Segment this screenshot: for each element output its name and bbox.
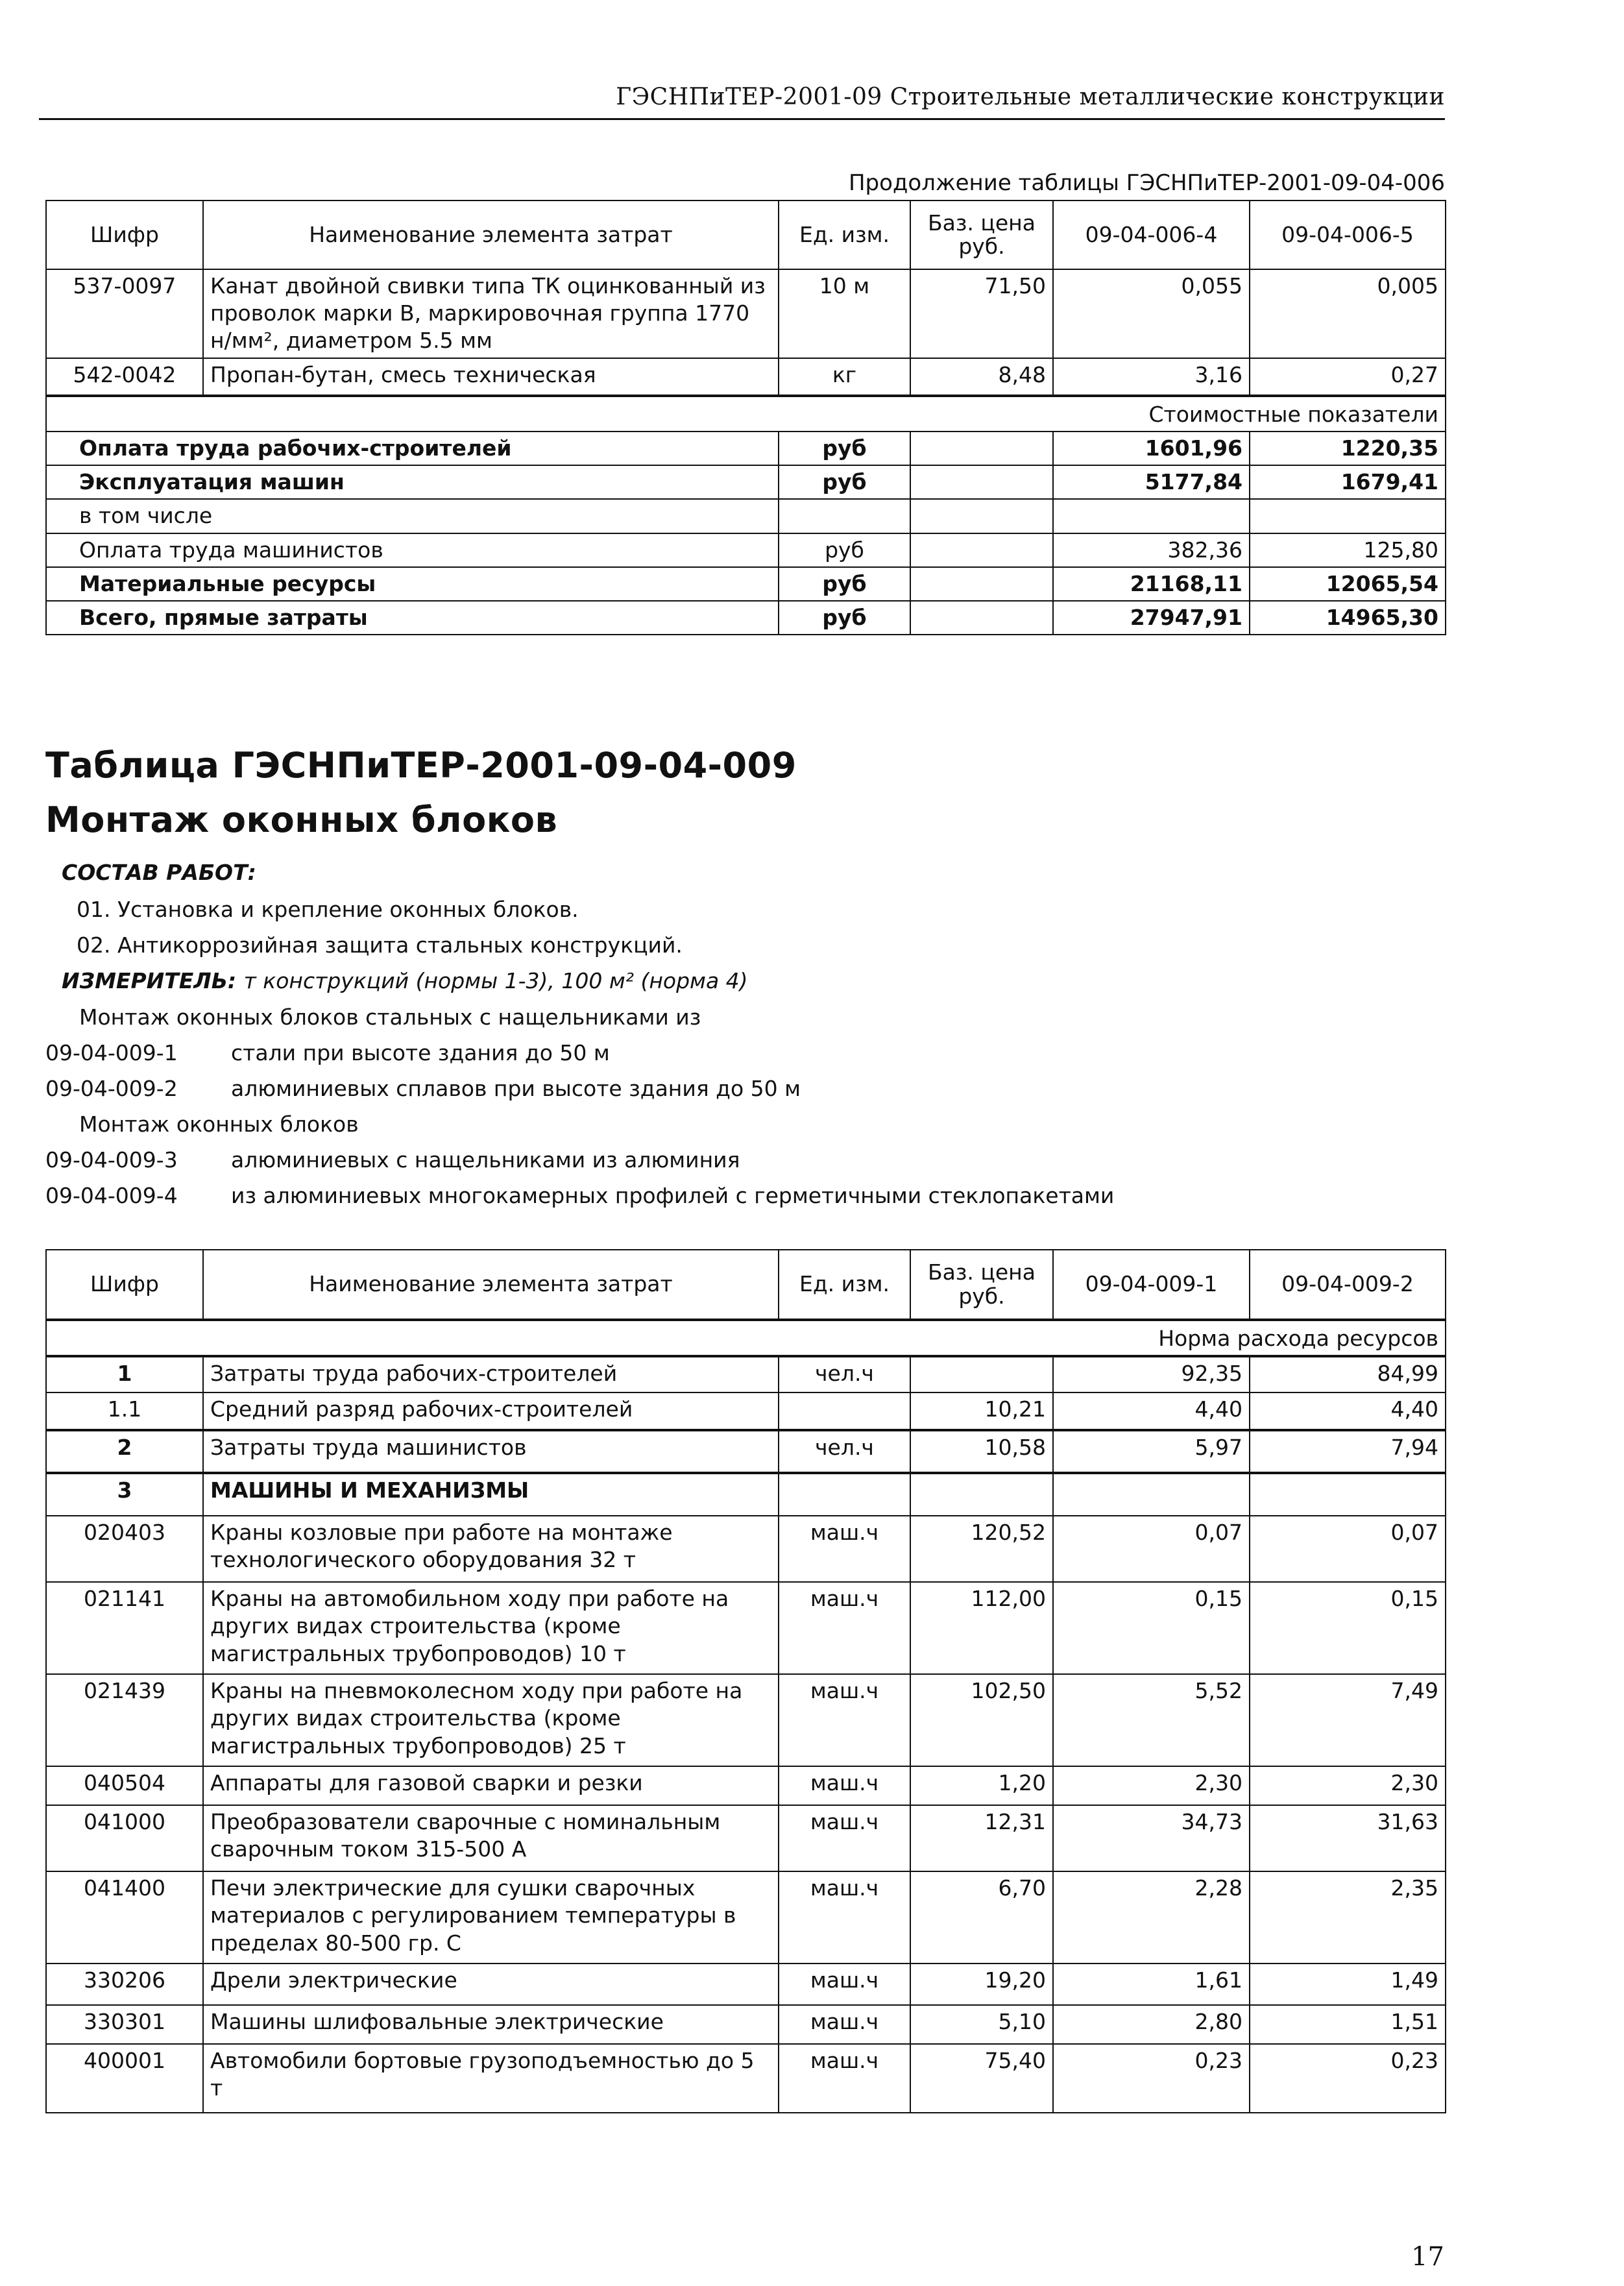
- table-row: [46, 2005, 1446, 2044]
- norm-text: стали при высоте здания до 50 м: [231, 1040, 610, 1065]
- row-value-1: 2,28: [1053, 1871, 1250, 1964]
- row-name: МАШИНЫ И МЕХАНИЗМЫ: [203, 1473, 779, 1516]
- table-row: [46, 2044, 1446, 2113]
- cost-unit: руб: [779, 465, 910, 499]
- row-value-1: 0,15: [1053, 1582, 1250, 1674]
- row-price: 10,58: [910, 1430, 1053, 1473]
- header-unit: Ед. изм.: [779, 1250, 910, 1320]
- row-code: 021439: [46, 1674, 203, 1766]
- norm-code: 09-04-009-1: [45, 1040, 178, 1065]
- norm-code: 09-04-009-3: [45, 1147, 178, 1173]
- cost-value-2: 12065,54: [1250, 567, 1446, 601]
- row-value-1: 34,73: [1053, 1805, 1250, 1871]
- cost-label-row: [46, 396, 1446, 432]
- row-value-1: 0,055: [1053, 269, 1250, 358]
- row-code: 020403: [46, 1516, 203, 1582]
- header-col2: 09-04-006-5: [1250, 201, 1446, 269]
- row-name: Затраты труда машинистов: [203, 1430, 779, 1473]
- row-name: Краны на пневмоколесном ходу при работе на других видах строительства (кроме магистральных трубопроводов) 25 т: [203, 1674, 779, 1766]
- cost-value-2: [1250, 499, 1446, 533]
- row-value-1: 4,40: [1053, 1392, 1250, 1430]
- row-code: 330206: [46, 1964, 203, 2005]
- group-heading: Монтаж оконных блоков: [79, 1112, 359, 1137]
- cost-value-1: 1601,96: [1053, 432, 1250, 465]
- cost-name: Эксплуатация машин: [46, 465, 779, 499]
- row-code: 3: [46, 1473, 203, 1516]
- row-value-2: 7,49: [1250, 1674, 1446, 1766]
- cost-unit: руб: [779, 533, 910, 567]
- empty-cell: [910, 465, 1053, 499]
- row-code: 2: [46, 1430, 203, 1473]
- cost-value-2: 1220,35: [1250, 432, 1446, 465]
- row-code: 041400: [46, 1871, 203, 1964]
- page-number: 17: [1411, 2242, 1444, 2272]
- row-unit: маш.ч: [779, 1766, 910, 1805]
- row-value-2: 84,99: [1250, 1356, 1446, 1392]
- table-row: [46, 1964, 1446, 2005]
- cost-row: [46, 465, 1446, 499]
- row-unit: маш.ч: [779, 2044, 910, 2113]
- norm-label-row: [46, 1320, 1446, 1356]
- cost-value-1: 21168,11: [1053, 567, 1250, 601]
- norms-table: [45, 1249, 1446, 2113]
- row-value-1: 0,07: [1053, 1516, 1250, 1582]
- row-unit: маш.ч: [779, 1964, 910, 2005]
- row-unit: маш.ч: [779, 2005, 910, 2044]
- work-item: 02. Антикоррозийная защита стальных конструкций.: [77, 932, 683, 958]
- norm-text: алюминиевых с нащельниками из алюминия: [231, 1147, 740, 1173]
- row-price: [910, 1356, 1053, 1392]
- row-value-2: 0,07: [1250, 1516, 1446, 1582]
- row-unit: [779, 1473, 910, 1516]
- norm-code: 09-04-009-4: [45, 1183, 178, 1208]
- continuation-caption: Продолжение таблицы ГЭСНПиТЕР-2001-09-04-006: [848, 170, 1445, 196]
- row-price: 8,48: [910, 358, 1053, 396]
- row-unit: маш.ч: [779, 1516, 910, 1582]
- row-value-1: 92,35: [1053, 1356, 1250, 1392]
- table-row: [46, 269, 1446, 358]
- row-price: 5,10: [910, 2005, 1053, 2044]
- table-row: [46, 1674, 1446, 1766]
- section-subtitle: Монтаж оконных блоков: [45, 799, 558, 840]
- row-value-1: [1053, 1473, 1250, 1516]
- cost-name: Оплата труда рабочих-строителей: [46, 432, 779, 465]
- row-price: 120,52: [910, 1516, 1053, 1582]
- cost-label: Стоимостные показатели: [46, 396, 1446, 432]
- cost-name: Всего, прямые затраты: [46, 601, 779, 635]
- header-name: Наименование элемента затрат: [203, 1250, 779, 1320]
- cost-value-2: 14965,30: [1250, 601, 1446, 635]
- row-value-2: 7,94: [1250, 1430, 1446, 1473]
- row-unit: маш.ч: [779, 1805, 910, 1871]
- row-unit: чел.ч: [779, 1356, 910, 1392]
- row-name: Канат двойной свивки типа ТК оцинкованный из проволок марки В, маркировочная группа 1770 н/мм², диаметром 5.5 мм: [203, 269, 779, 358]
- header-col1: 09-04-006-4: [1053, 201, 1250, 269]
- header-price: Баз. цена руб.: [910, 201, 1053, 269]
- row-unit: кг: [779, 358, 910, 396]
- row-name: Аппараты для газовой сварки и резки: [203, 1766, 779, 1805]
- header-col1: 09-04-009-1: [1053, 1250, 1250, 1320]
- row-value-1: 2,80: [1053, 2005, 1250, 2044]
- cost-value-1: [1053, 499, 1250, 533]
- continuation-table: [45, 200, 1446, 635]
- header-code: Шифр: [46, 1250, 203, 1320]
- cost-row: [46, 567, 1446, 601]
- group-heading: Монтаж оконных блоков стальных с нащельниками из: [79, 1004, 701, 1030]
- row-value-1: 0,23: [1053, 2044, 1250, 2113]
- work-item: 01. Установка и крепление оконных блоков.: [77, 897, 579, 922]
- cost-value-1: 5177,84: [1053, 465, 1250, 499]
- header-price: Баз. цена руб.: [910, 1250, 1053, 1320]
- row-code: 330301: [46, 2005, 203, 2044]
- cost-name: в том числе: [46, 499, 779, 533]
- header-name: Наименование элемента затрат: [203, 201, 779, 269]
- row-name: Пропан-бутан, смесь техническая: [203, 358, 779, 396]
- section-title: Таблица ГЭСНПиТЕР-2001-09-04-009: [45, 745, 797, 786]
- empty-cell: [910, 533, 1053, 567]
- cost-unit: [779, 499, 910, 533]
- row-price: 12,31: [910, 1805, 1053, 1871]
- empty-cell: [910, 601, 1053, 635]
- row-code: 041000: [46, 1805, 203, 1871]
- row-value-1: 5,52: [1053, 1674, 1250, 1766]
- row-value-2: 0,005: [1250, 269, 1446, 358]
- row-code: 040504: [46, 1766, 203, 1805]
- meter-line: [62, 968, 748, 993]
- cost-value-1: 27947,91: [1053, 601, 1250, 635]
- row-code: 537-0097: [46, 269, 203, 358]
- row-unit: маш.ч: [779, 1674, 910, 1766]
- row-name: Автомобили бортовые грузоподъемностью до 5 т: [203, 2044, 779, 2113]
- norm-text: алюминиевых сплавов при высоте здания до 50 м: [231, 1076, 801, 1101]
- row-value-2: 1,49: [1250, 1964, 1446, 2005]
- row-price: 75,40: [910, 2044, 1053, 2113]
- row-price: 6,70: [910, 1871, 1053, 1964]
- row-value-2: 31,63: [1250, 1805, 1446, 1871]
- row-name: Преобразователи сварочные с номинальным сварочным током 315-500 А: [203, 1805, 779, 1871]
- row-name: Затраты труда рабочих-строителей: [203, 1356, 779, 1392]
- cost-row: [46, 432, 1446, 465]
- table-row: [46, 1516, 1446, 1582]
- cost-value-1: 382,36: [1053, 533, 1250, 567]
- empty-cell: [910, 567, 1053, 601]
- row-value-2: 4,40: [1250, 1392, 1446, 1430]
- row-value-2: 1,51: [1250, 2005, 1446, 2044]
- row-price: 71,50: [910, 269, 1053, 358]
- row-value-1: 3,16: [1053, 358, 1250, 396]
- table-row: [46, 1805, 1446, 1871]
- running-head: [39, 73, 1445, 120]
- cost-name: Оплата труда машинистов: [46, 533, 779, 567]
- row-value-1: 2,30: [1053, 1766, 1250, 1805]
- row-unit: [779, 1392, 910, 1430]
- row-value-1: 1,61: [1053, 1964, 1250, 2005]
- row-code: 400001: [46, 2044, 203, 2113]
- row-unit: маш.ч: [779, 1582, 910, 1674]
- row-value-2: 0,15: [1250, 1582, 1446, 1674]
- cost-row: [46, 533, 1446, 567]
- cost-value-2: 1679,41: [1250, 465, 1446, 499]
- row-price: 19,20: [910, 1964, 1053, 2005]
- cost-unit: руб: [779, 567, 910, 601]
- row-value-2: 2,30: [1250, 1766, 1446, 1805]
- row-name: Краны на автомобильном ходу при работе на других видах строительства (кроме магистральных трубопроводов) 10 т: [203, 1582, 779, 1674]
- row-unit: маш.ч: [779, 1871, 910, 1964]
- norms-header-row: [46, 1250, 1446, 1320]
- row-code: 021141: [46, 1582, 203, 1674]
- cost-unit: руб: [779, 432, 910, 465]
- row-value-2: [1250, 1473, 1446, 1516]
- row-unit: чел.ч: [779, 1430, 910, 1473]
- norm-code: 09-04-009-2: [45, 1076, 178, 1101]
- header-col2: 09-04-009-2: [1250, 1250, 1446, 1320]
- continuation-header-row: [46, 201, 1446, 269]
- cost-row: [46, 499, 1446, 533]
- row-value-2: 0,27: [1250, 358, 1446, 396]
- table-row: [46, 1871, 1446, 1964]
- norms-body: [46, 1356, 1446, 2113]
- table-row: [46, 1766, 1446, 1805]
- running-head-text: ГЭСНПиТЕР-2001-09 Строительные металлические конструкции: [616, 84, 1445, 110]
- cost-name: Материальные ресурсы: [46, 567, 779, 601]
- row-code: 1.1: [46, 1392, 203, 1430]
- row-name: Краны козловые при работе на монтаже технологического оборудования 32 т: [203, 1516, 779, 1582]
- row-code: 1: [46, 1356, 203, 1392]
- norm-text: из алюминиевых многокамерных профилей с герметичными стеклопакетами: [231, 1183, 1115, 1208]
- meter-label: ИЗМЕРИТЕЛЬ:: [62, 968, 237, 993]
- works-label: СОСТАВ РАБОТ:: [62, 860, 256, 885]
- row-value-2: 0,23: [1250, 2044, 1446, 2113]
- header-code: Шифр: [46, 201, 203, 269]
- row-code: 542-0042: [46, 358, 203, 396]
- table-row: [46, 1582, 1446, 1674]
- table-row: [46, 1473, 1446, 1516]
- row-unit: 10 м: [779, 269, 910, 358]
- table-row: [46, 1392, 1446, 1430]
- row-price: 102,50: [910, 1674, 1053, 1766]
- table-row: [46, 358, 1446, 396]
- row-price: [910, 1473, 1053, 1516]
- table-row: [46, 1430, 1446, 1473]
- row-name: Печи электрические для сушки сварочных материалов с регулированием температуры в пределах 80-500 гр. С: [203, 1871, 779, 1964]
- cost-row: [46, 601, 1446, 635]
- row-price: 1,20: [910, 1766, 1053, 1805]
- row-name: Машины шлифовальные электрические: [203, 2005, 779, 2044]
- empty-cell: [910, 432, 1053, 465]
- row-name: Средний разряд рабочих-строителей: [203, 1392, 779, 1430]
- header-unit: Ед. изм.: [779, 201, 910, 269]
- row-price: 112,00: [910, 1582, 1053, 1674]
- table-row: [46, 1356, 1446, 1392]
- meter-text: т конструкций (нормы 1-3), 100 м² (норма 4): [243, 968, 748, 993]
- row-name: Дрели электрические: [203, 1964, 779, 2005]
- row-value-1: 5,97: [1053, 1430, 1250, 1473]
- row-price: 10,21: [910, 1392, 1053, 1430]
- row-value-2: 2,35: [1250, 1871, 1446, 1964]
- cost-value-2: 125,80: [1250, 533, 1446, 567]
- norm-label: Норма расхода ресурсов: [46, 1320, 1446, 1356]
- empty-cell: [910, 499, 1053, 533]
- cost-unit: руб: [779, 601, 910, 635]
